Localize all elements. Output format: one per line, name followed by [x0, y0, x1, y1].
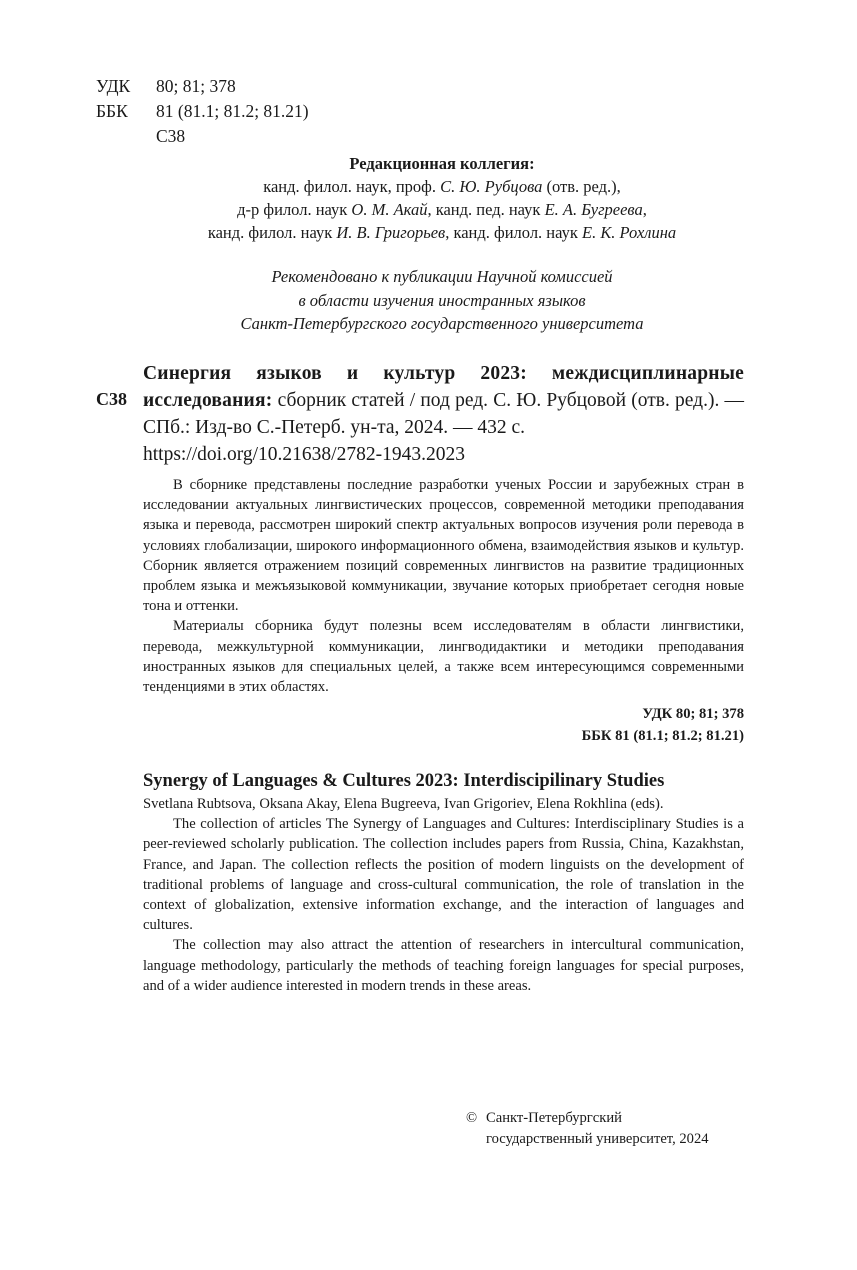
copyright-line-1: Санкт-Петербургский [486, 1110, 622, 1126]
english-p2: The collection may also attract the attention of researchers in intercultural communication, language methodology, particularly the methods of teaching foreign languages for special purposes, and of a wider audience interested in modern trends in these areas. [143, 937, 744, 994]
copyright-icon: © [466, 1110, 478, 1126]
book-title: Синергия языков и культур 2023: междисциплинарные исследования: [143, 363, 744, 411]
bibliography-mark: С38 [96, 389, 127, 409]
classification-codes [96, 74, 309, 149]
english-title: Synergy of Languages & Cultures 2023: Interdiscipilinary Studies [143, 771, 665, 791]
copyright-line-2: государственный университет, 2024 [486, 1131, 709, 1147]
author-mark: С38 [156, 126, 186, 146]
classification-summary [143, 703, 744, 747]
abstract-ru [143, 475, 744, 697]
abstract-ru-p2: Материалы сборника будут полезны всем исследователям в области лингвистики, перевода, межкультурной коммуникации, лингводидактики и методики преподавания иностранных языков для специальных целей, а также всем интересующимся современными тенденциями в этих областях. [143, 618, 744, 696]
english-abstract [143, 768, 744, 996]
book-details: сборник статей / под ред. С. Ю. Рубцовой (отв. ред.). — СПб.: Изд-во С.-Петерб. ун-та, 2024. — 432 с. [143, 390, 744, 438]
author-mark-row [96, 124, 309, 149]
abstract-ru-p1: В сборнике представлены последние разработки ученых России и зарубежных стран в исследовании актуальных лингвистических процессов, современной методики преподавания языка и перевода, рассмотрен широкий спектр актуальных вопросов изучения роли перевода в условиях глобализации, широкого информационного обмена, взаимодействия языков и культур. Сборник является отражением позиций современных лингвистов на развитие традиционных проблем языка и межъязыковой коммуникации, звучание которых приобретает сегодня новые тона и оттенки. [143, 477, 744, 615]
recommendation: Рекомендовано к публикации Научной комиссией в области изучения иностранных языков Санкт-Петербургского государственного университета [240, 267, 644, 333]
udk-summary: УДК 80; 81; 378 [642, 706, 744, 722]
english-p1: The collection of articles The Synergy of Languages and Cultures: Interdisciplinary Studies is a peer-reviewed scholarly publication. The collection includes papers from Russia, China, Kazakhstan, France, and Japan. The collection reflects the position of modern linguists on the development of traditional problems of language and cross-cultural communication, the role of translation in the context of globalization, extensive information exchange, and the interaction of languages and cultures. [143, 816, 744, 934]
editorial-board [140, 152, 744, 244]
doi-link[interactable]: https://doi.org/10.21638/2782-1943.2023 [143, 444, 465, 465]
copyright [466, 1108, 709, 1150]
udk-row [96, 74, 309, 99]
bbk-value: 81 (81.1; 81.2; 81.21) [156, 101, 309, 121]
bibliographic-description [143, 360, 744, 468]
udk-label: УДК [96, 76, 131, 96]
editorial-line-2: д-р филол. наук О. М. Акай, канд. пед. наук Е. А. Бугреева, [237, 200, 647, 219]
english-editors: Svetlana Rubtsova, Oksana Akay, Elena Bugreeva, Ivan Grigoriev, Elena Rokhlina (eds). [143, 796, 664, 812]
editorial-heading: Редакционная коллегия: [349, 154, 535, 173]
editorial-line-3: канд. филол. наук И. В. Григорьев, канд. филол. наук Е. К. Рохлина [207, 223, 677, 242]
udk-value: 80; 81; 378 [156, 76, 236, 96]
bbk-summary: ББК 81 (81.1; 81.2; 81.21) [581, 728, 744, 744]
editorial-line-1: канд. филол. наук, проф. С. Ю. Рубцова (отв. ред.), [263, 177, 621, 196]
bbk-row [96, 99, 309, 124]
bbk-label: ББК [96, 101, 128, 121]
